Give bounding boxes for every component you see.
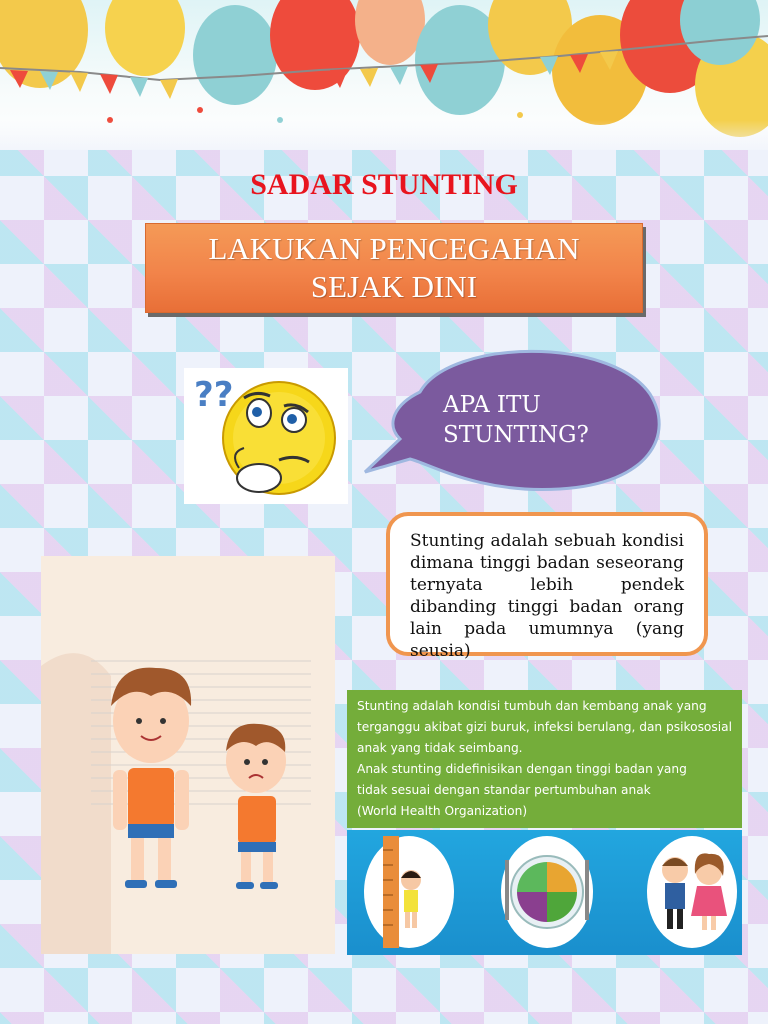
thinking-emoji-icon bbox=[184, 368, 348, 504]
banner-fade bbox=[0, 120, 768, 150]
question-text bbox=[443, 390, 623, 450]
question-line-2: STUNTING? bbox=[443, 422, 589, 448]
page-title: SADAR STUNTING bbox=[250, 168, 518, 201]
kids-height-illustration bbox=[41, 556, 335, 954]
question-line-1: APA ITU bbox=[443, 392, 541, 418]
balloons-banner bbox=[0, 0, 768, 150]
who-definition-card bbox=[347, 690, 742, 955]
subtitle-banner bbox=[145, 223, 643, 313]
food-plate-icon bbox=[501, 836, 593, 948]
who-line: (World Health Organization) bbox=[357, 804, 528, 818]
who-line: anak yang tidak seimbang. bbox=[357, 741, 523, 755]
kids-couple-icon bbox=[647, 836, 737, 948]
who-line: tidak sesuai dengan standar pertumbuhan anak bbox=[357, 783, 651, 797]
definition-box: Stunting adalah sebuah kondisi dimana tinggi badan seseorang ternyata lebih pendek dibanding tinggi badan orang lain pada umumnya (yang seusia) bbox=[386, 512, 708, 656]
who-line: Anak stunting didefinisikan dengan tinggi badan yang bbox=[357, 762, 687, 776]
thinking-emoji-card bbox=[184, 368, 348, 504]
question-marks-icon: ?? bbox=[194, 375, 234, 415]
who-definition-text bbox=[347, 690, 742, 828]
kids-height-svg bbox=[41, 556, 335, 954]
height-ruler-icon bbox=[364, 836, 454, 948]
subtitle-line-1: LAKUKAN PENCEGAHAN bbox=[208, 231, 580, 266]
subtitle-line-2: SEJAK DINI bbox=[310, 269, 478, 304]
who-illustrations bbox=[347, 830, 742, 955]
who-line: Stunting adalah kondisi tumbuh dan kembang anak yang bbox=[357, 699, 707, 713]
who-line: terganggu akibat gizi buruk, infeksi berulang, dan psikososial bbox=[357, 720, 732, 734]
